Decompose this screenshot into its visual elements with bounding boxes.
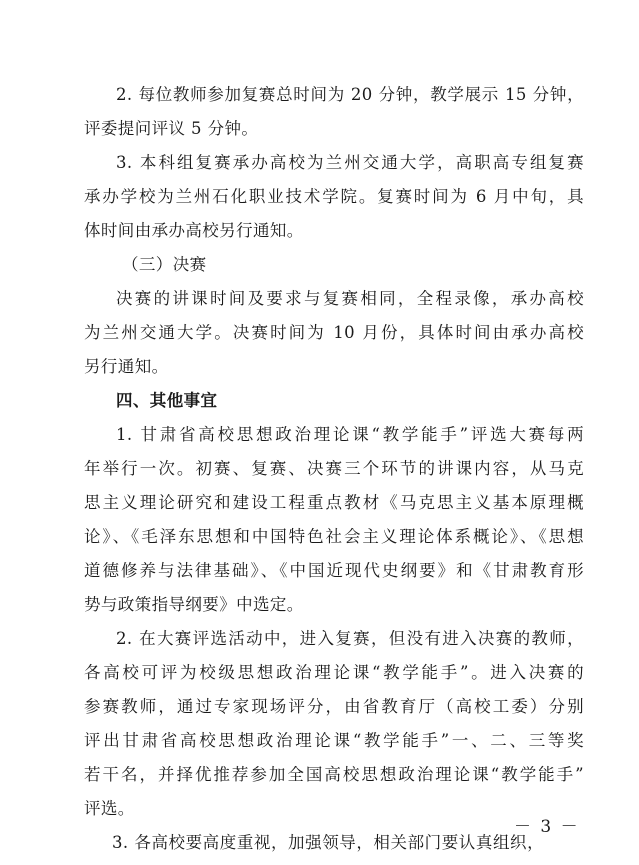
page-number: － 3 － (514, 817, 580, 837)
section-subheading: （三）决赛 (122, 255, 207, 274)
paragraph-line: 3. 各高校要高度重视，加强领导，相关部门要认真组织， (112, 833, 544, 852)
paragraph-line: 2. 在大赛评选活动中，进入复赛，但没有进入决赛的教师， (116, 629, 584, 648)
paragraph-line: 决赛的讲课时间及要求与复赛相同，全程录像，承办高校 (116, 289, 584, 308)
paragraph-line: 年举行一次。初赛、复赛、决赛三个环节的讲课内容，从马克 (84, 459, 584, 478)
paragraph-line: 为兰州交通大学。决赛时间为 10 月份，具体时间由承办高校 (84, 323, 584, 342)
paragraph-line: 道德修养与法律基础》、《中国近现代史纲要》和《甘肃教育形 (84, 561, 584, 580)
paragraph-line: 承办学校为兰州石化职业技术学院。复赛时间为 6 月中旬，具 (84, 187, 584, 206)
paragraph-line: 各高校可评为校级思想政治理论课“教学能手”。进入决赛的 (84, 663, 584, 682)
paragraph-line: 评出甘肃省高校思想政治理论课“教学能手”一、二、三等奖 (84, 731, 584, 750)
paragraph-line: 若干名，并择优推荐参加全国高校思想政治理论课“教学能手” (84, 765, 584, 784)
paragraph-line: 参赛教师，通过专家现场评分，由省教育厅（高校工委）分别 (84, 697, 584, 716)
paragraph-line: 论》、《毛泽东思想和中国特色社会主义理论体系概论》、《思想 (84, 527, 584, 546)
section-heading: 四、其他事宜 (116, 391, 218, 410)
paragraph-line: 2. 每位教师参加复赛总时间为 20 分钟，教学展示 15 分钟， (116, 85, 584, 104)
paragraph-line: 评委提问评议 5 分钟。 (84, 119, 259, 138)
paragraph-line: 体时间由承办高校另行通知。 (84, 221, 304, 240)
paragraph-line: 思主义理论研究和建设工程重点教材《马克思主义基本原理概 (84, 493, 584, 512)
paragraph-line: 势与政策指导纲要》中选定。 (84, 595, 304, 614)
paragraph-line: 评选。 (84, 799, 135, 818)
paragraph-line: 3. 本科组复赛承办高校为兰州交通大学，高职高专组复赛 (116, 153, 584, 172)
paragraph-line: 另行通知。 (84, 357, 169, 376)
paragraph-line: 1. 甘肃省高校思想政治理论课“教学能手”评选大赛每两 (116, 425, 584, 444)
